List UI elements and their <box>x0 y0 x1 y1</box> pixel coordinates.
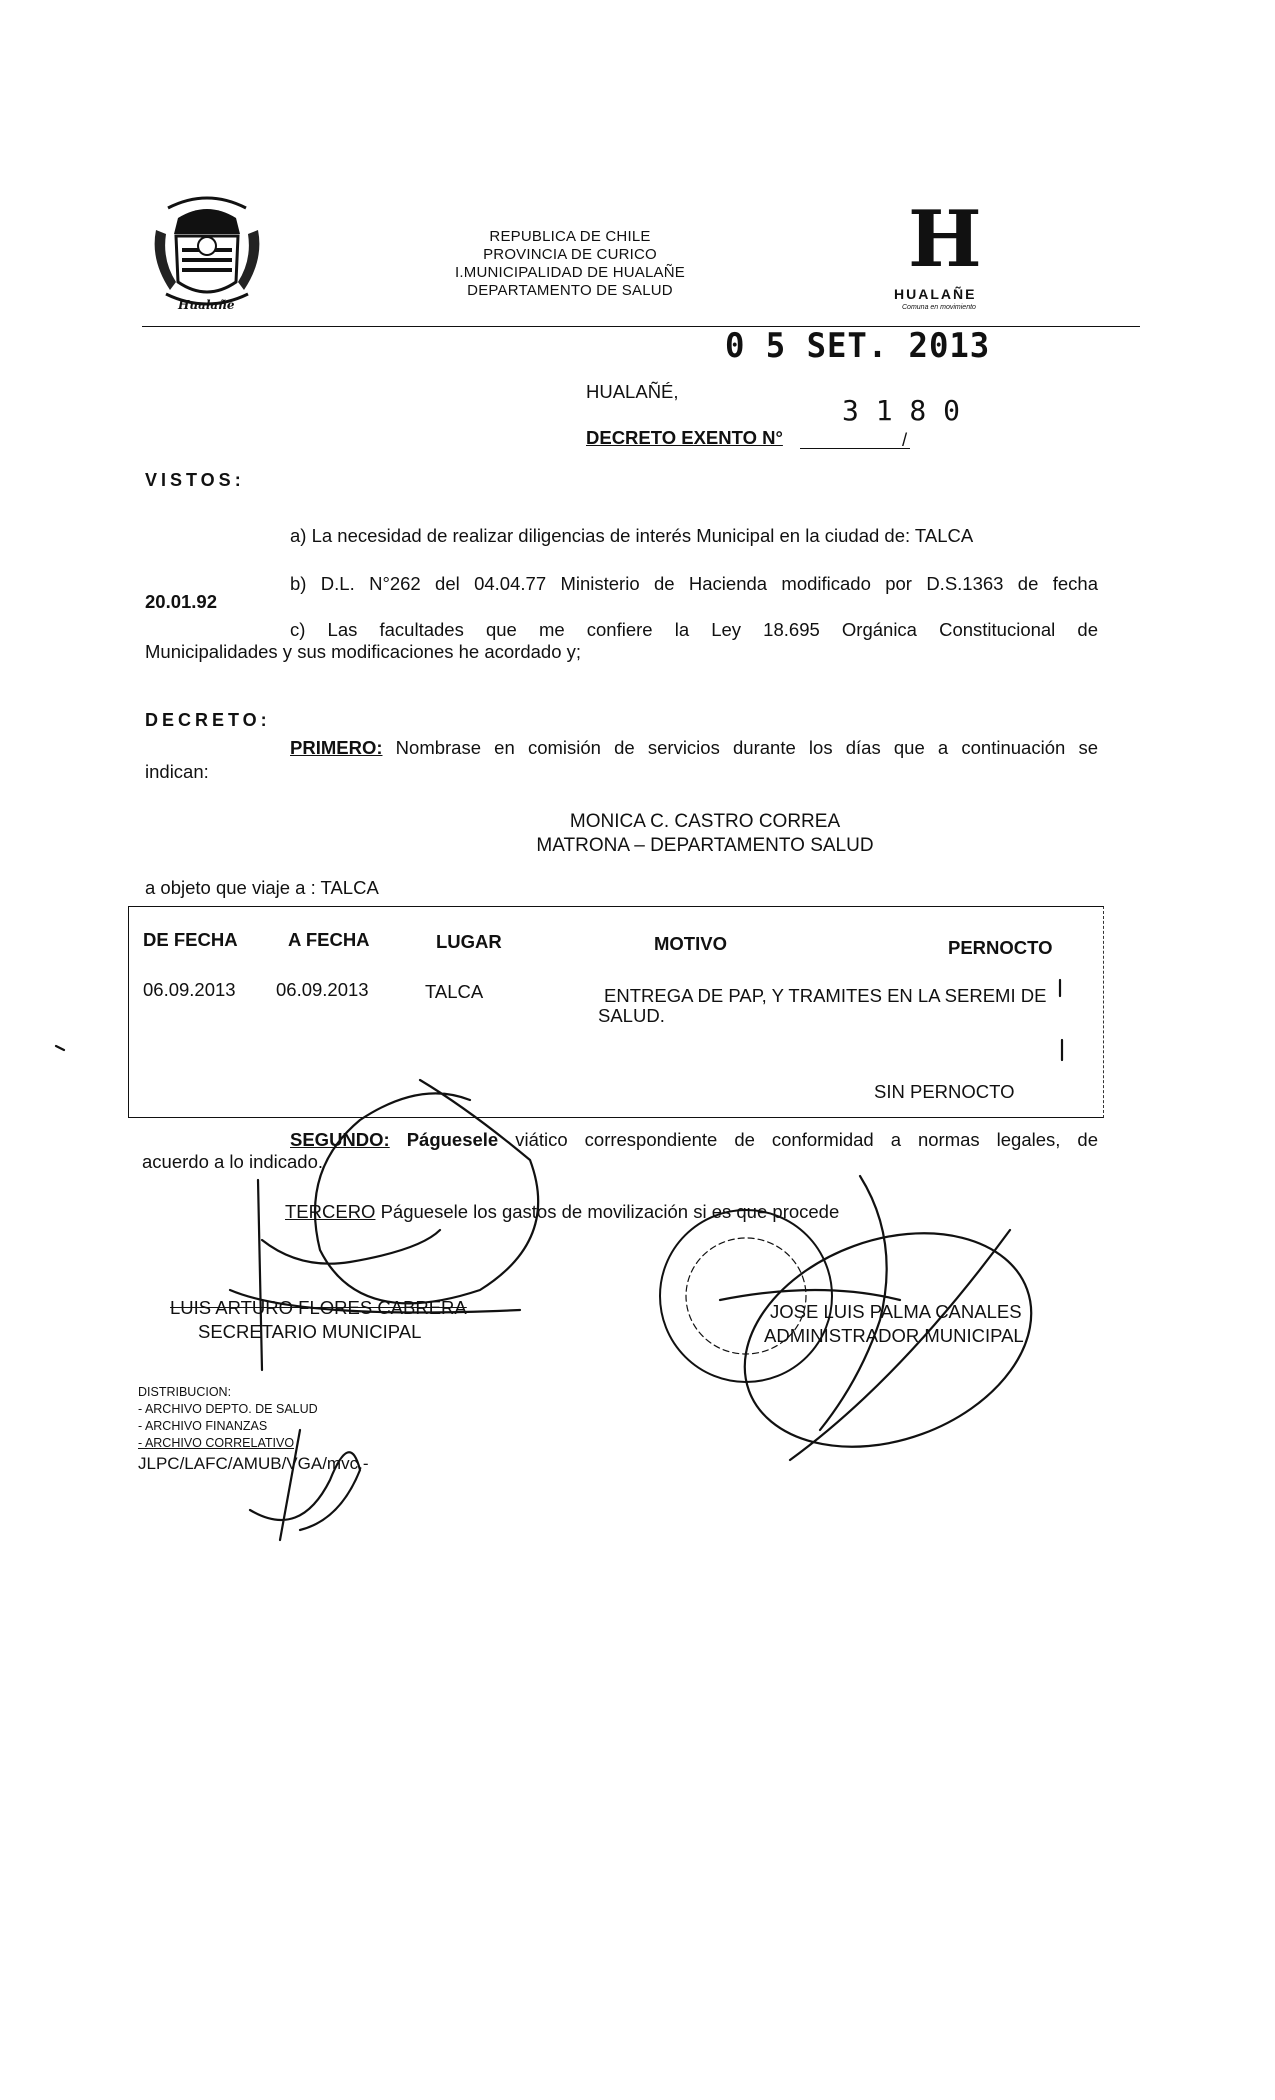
header-block <box>430 228 710 295</box>
primero-text: Nombrase en comisión de servicios durante los días que a continuación se <box>382 737 1098 758</box>
tercero-label: TERCERO <box>285 1201 376 1222</box>
decreto-heading: DECRETO: <box>145 710 271 730</box>
tercero-text: Páguesele los gastos de movilización si es que procede <box>375 1201 840 1222</box>
decree-title: DECRETO EXENTO N° <box>586 427 783 448</box>
primero-paragraph <box>290 736 1098 760</box>
hualane-logo-label: HUALAÑE <box>894 286 977 302</box>
segundo-bold-word: Páguesele <box>389 1129 499 1150</box>
distribution-item: - ARCHIVO FINANZAS <box>138 1419 268 1433</box>
place-label: HUALAÑÉ, <box>586 381 679 402</box>
distribution-item: - ARCHIVO DEPTO. DE SALUD <box>138 1402 318 1416</box>
crest-label: Hualañé <box>178 298 235 312</box>
hualane-logo-tagline: Comuna en movimiento <box>902 304 976 311</box>
tercero-paragraph <box>285 1200 839 1224</box>
distribution-initials: JLPC/LAFC/AMUB/VGA/mvc.- <box>138 1454 369 1473</box>
municipal-seal <box>660 1210 832 1382</box>
person-role: MATRONA – DEPARTAMENTO SALUD <box>536 835 874 856</box>
hualane-logo <box>880 194 1010 320</box>
header-line: I.MUNICIPALIDAD DE HUALAÑE <box>455 264 685 281</box>
table-header-de-fecha: DE FECHA <box>143 929 238 950</box>
table-header-pernocto: PERNOCTO <box>948 937 1053 958</box>
signature-left-title: SECRETARIO MUNICIPAL <box>198 1321 422 1342</box>
header-line: PROVINCIA DE CURICO <box>483 246 657 263</box>
header-line: DEPARTAMENTO DE SALUD <box>467 282 673 295</box>
decree-title-rule <box>800 448 910 449</box>
decree-slash: / <box>902 429 908 450</box>
signature-right-title: ADMINISTRADOR MUNICIPAL <box>764 1325 1024 1346</box>
table-header-a-fecha: A FECHA <box>288 929 370 950</box>
vistos-item-a: a) La necesidad de realizar diligencias de interés Municipal en la ciudad de: TALCA <box>290 525 974 546</box>
table-cell-a-fecha: 06.09.2013 <box>276 979 369 1000</box>
segundo-paragraph <box>290 1128 1098 1152</box>
motivo-line: ENTREGA DE PAP, Y TRAMITES EN LA SEREMI DE <box>604 985 1047 1006</box>
signature-right-name: JOSE LUIS PALMA CANALES <box>770 1301 1022 1322</box>
primero-cont: indican: <box>145 761 209 782</box>
table-cell-de-fecha: 06.09.2013 <box>143 979 236 1000</box>
vistos-item-b: b) D.L. N°262 del 04.04.77 Ministerio de Hacienda modificado por D.S.1363 de fecha <box>290 573 1098 594</box>
hualane-h-mark: H <box>908 194 982 285</box>
vistos-item-b-date: 20.01.92 <box>145 591 218 612</box>
segundo-label: SEGUNDO: <box>290 1129 390 1150</box>
vistos-heading: VISTOS: <box>145 470 245 490</box>
primero-label: PRIMERO: <box>290 737 383 758</box>
vistos-item-c-cont: Municipalidades y sus modificaciones he acordado y; <box>145 641 582 662</box>
header-line: REPUBLICA DE CHILE <box>489 228 651 245</box>
distribution-item: - ARCHIVO CORRELATIVO <box>138 1436 295 1450</box>
date-stamp: 0 5 SET. 2013 <box>724 326 991 366</box>
table-cell-pernocto: SIN PERNOCTO <box>874 1081 1015 1102</box>
table-cell-motivo <box>598 984 1098 1028</box>
segundo-cont: acuerdo a lo indicado. <box>142 1151 324 1172</box>
person-name: MONICA C. CASTRO CORREA <box>569 811 841 832</box>
signature-left-name: LUIS ARTURO FLORES CABRERA <box>170 1297 467 1318</box>
distribution-heading: DISTRIBUCION: <box>138 1385 232 1399</box>
municipal-crest-logo <box>148 190 266 320</box>
table-header-lugar: LUGAR <box>436 931 502 952</box>
vistos-item-c: c) Las facultades que me confiere la Ley 18.695 Orgánica Constitucional de <box>290 619 1098 640</box>
distribution-block <box>138 1384 318 1452</box>
travel-object: a objeto que viaje a : TALCA <box>145 877 379 898</box>
table-header-motivo: MOTIVO <box>654 933 727 954</box>
person-block <box>490 810 920 858</box>
header-rule <box>142 326 1140 327</box>
table-cell-lugar: TALCA <box>425 981 484 1002</box>
segundo-text: viático correspondiente de conformidad a normas legales, de <box>498 1129 1098 1150</box>
decree-number: 3 1 8 0 <box>842 394 961 427</box>
motivo-line: SALUD. <box>598 1005 665 1026</box>
